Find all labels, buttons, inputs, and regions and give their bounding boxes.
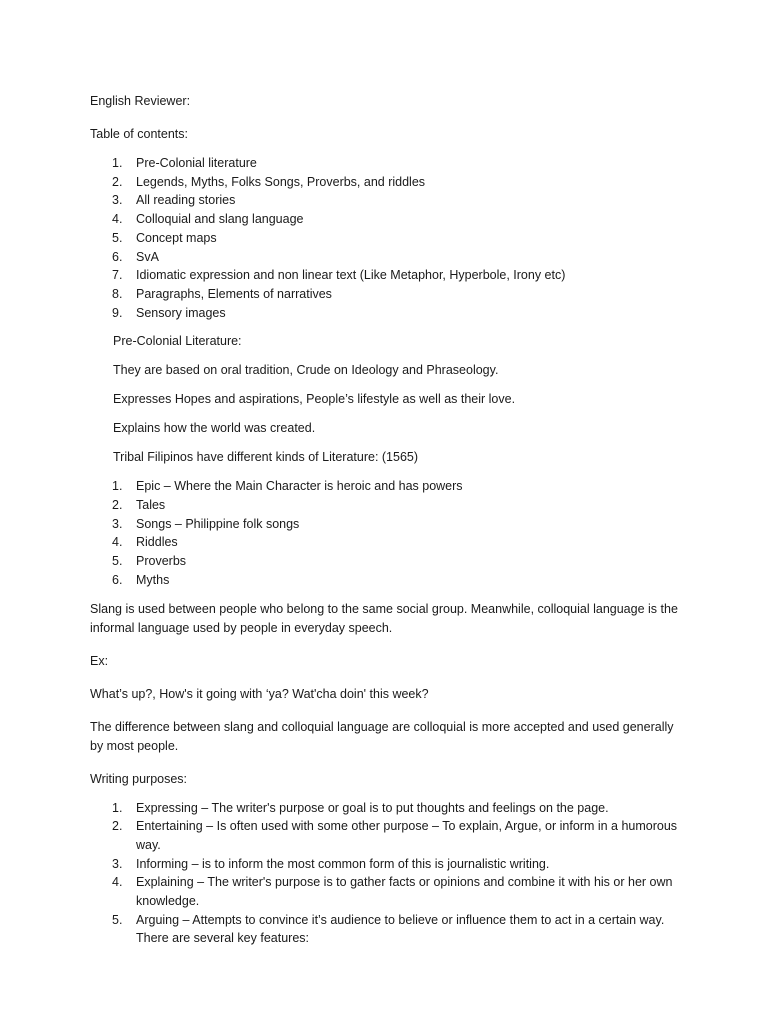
list-item: 1. Pre-Colonial literature [90, 154, 690, 173]
list-number: 5. [112, 554, 123, 569]
list-number: 4. [112, 212, 123, 227]
list-number: 9. [112, 305, 123, 320]
list-number: 7. [112, 268, 123, 283]
list-item: 4. Riddles [90, 533, 690, 552]
list-item: 1. Epic – Where the Main Character is heroic and has powers [90, 477, 690, 496]
list-number: 6. [112, 249, 123, 264]
list-item: 2. Tales [90, 496, 690, 515]
example-label: Ex: [90, 653, 109, 668]
list-number: 2. [112, 174, 123, 189]
toc-list [90, 154, 690, 322]
list-number: 1. [112, 156, 123, 170]
list-number: 4. [112, 875, 123, 890]
precolonial-paragraph: Expresses Hopes and aspirations, People’s lifestyle as well as their love. [113, 392, 516, 407]
document-page [90, 92, 690, 948]
list-number: 2. [112, 498, 123, 513]
list-item: 3. All reading stories [90, 191, 690, 210]
list-item: 8. Paragraphs, Elements of narratives [90, 285, 690, 304]
list-number: 2. [112, 819, 123, 834]
list-item: 6. Myths [90, 571, 690, 590]
list-number: 3. [112, 516, 123, 531]
list-number: 6. [112, 572, 123, 587]
document-title: English Reviewer: [90, 94, 191, 108]
list-number: 1. [112, 479, 123, 494]
precolonial-paragraph: They are based on oral tradition, Crude on Ideology and Phraseology. [113, 363, 499, 378]
list-number: 1. [112, 800, 123, 815]
list-item: 9. Sensory images [90, 304, 690, 323]
difference-paragraph: The difference between slang and colloquial language are colloquial is more accepted and used generally by most people. [90, 719, 674, 753]
list-item: 1. Expressing – The writer's purpose or goal is to put thoughts and feelings on the page. [90, 799, 690, 818]
list-item: 4. Colloquial and slang language [90, 210, 690, 229]
list-item: 5. Proverbs [90, 552, 690, 571]
list-number: 3. [112, 856, 123, 871]
precolonial-paragraph: Explains how the world was created. [113, 421, 316, 436]
list-item: 2. Entertaining – Is often used with some other purpose – To explain, Argue, or inform in a humorous way. [112, 819, 678, 852]
toc-heading: Table of contents: [90, 127, 188, 141]
list-number: 5. [112, 230, 123, 245]
tribal-heading: Tribal Filipinos have different kinds of Literature: (1565) [113, 450, 419, 465]
list-number: 4. [112, 535, 123, 550]
list-item: 5. Arguing – Attempts to convince it’s audience to believe or influence them to act in a certain way. There are several key features: [112, 912, 665, 946]
writing-heading: Writing purposes: [90, 771, 188, 786]
slang-paragraph: Slang is used between people who belong to the same social group. Meanwhile, colloquial language is the informal language used by people in everyday speech. [90, 601, 678, 635]
example-text: What’s up?, How's it going with ‘ya? Wat'cha doin' this week? [90, 686, 429, 701]
list-item: 6. SvA [90, 248, 690, 267]
list-item: 7. Idiomatic expression and non linear text (Like Metaphor, Hyperbole, Irony etc) [90, 266, 690, 285]
tribal-list [90, 477, 690, 589]
list-item: 3. Informing – is to inform the most common form of this is journalistic writing. [90, 855, 690, 874]
list-item: 5. Concept maps [90, 229, 690, 248]
list-number: 8. [112, 286, 123, 301]
list-number: 5. [112, 912, 123, 927]
list-item: 3. Songs – Philippine folk songs [90, 515, 690, 534]
list-number: 3. [112, 193, 123, 208]
list-item: 2. Legends, Myths, Folks Songs, Proverbs, and riddles [90, 173, 690, 192]
writing-list [90, 799, 690, 949]
precolonial-heading: Pre-Colonial Literature: [113, 334, 242, 349]
list-item: 4. Explaining – The writer's purpose is to gather facts or opinions and combine it with his or her own knowledge. [112, 875, 673, 909]
